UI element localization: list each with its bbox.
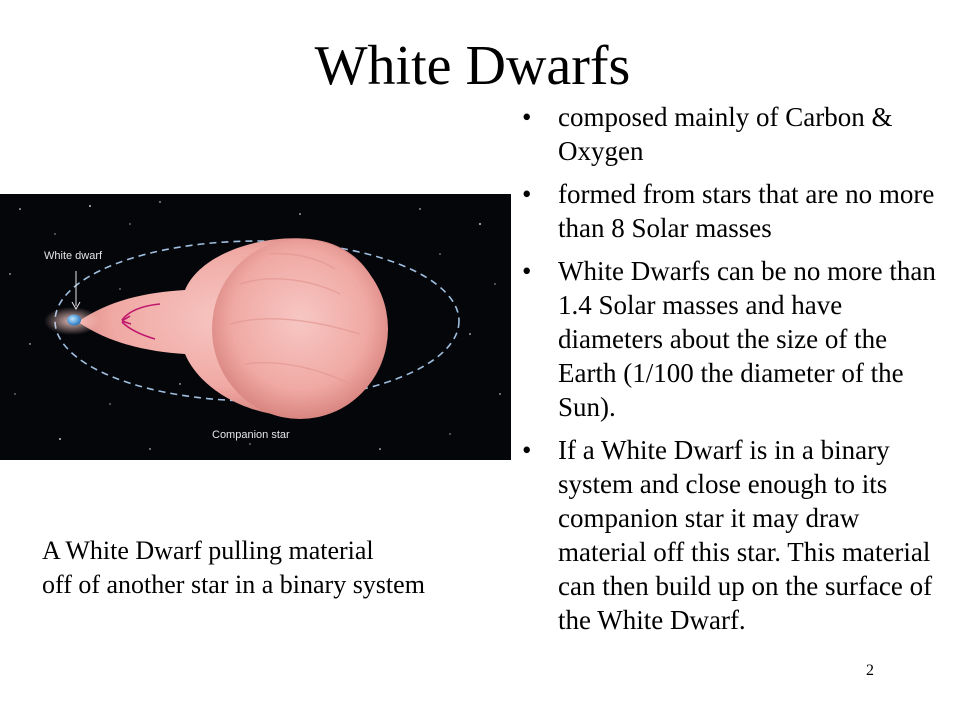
- bullet-text: If a White Dwarf is in a binary system and close enough to its companion star it may draw material off this star. This material can then build up on the surface of the White Dwarf.: [558, 435, 933, 635]
- bullet-item: [520, 254, 940, 424]
- white-dwarf-star: [67, 315, 81, 326]
- companion-star-label: Companion star: [212, 429, 290, 441]
- white-dwarf-label: White dwarf: [44, 250, 103, 262]
- bullet-list: [520, 100, 940, 646]
- bullet-icon: •: [522, 102, 532, 132]
- binary-system-illustration: [0, 194, 511, 460]
- bullet-icon: •: [522, 256, 532, 286]
- bullet-text: formed from stars that are no more than 8 Solar masses: [558, 179, 935, 243]
- slide-title: White Dwarfs: [314, 35, 631, 97]
- bullet-text: White Dwarfs can be no more than 1.4 Solar masses and have diameters about the size of the Earth (1/100 the diameter of the Sun).: [558, 256, 936, 422]
- page-number: 2: [866, 662, 874, 679]
- figure-caption: [42, 534, 425, 602]
- bullet-icon: •: [522, 435, 532, 465]
- bullet-text: composed mainly of Carbon & Oxygen: [558, 102, 893, 166]
- caption-line: off of another star in a binary system: [42, 570, 425, 599]
- bullet-icon: •: [522, 179, 532, 209]
- bullet-item: [520, 177, 940, 245]
- bullet-item: [520, 100, 940, 168]
- bullet-item: [520, 433, 940, 637]
- caption-line: A White Dwarf pulling material: [42, 536, 374, 565]
- companion-star: [212, 239, 388, 419]
